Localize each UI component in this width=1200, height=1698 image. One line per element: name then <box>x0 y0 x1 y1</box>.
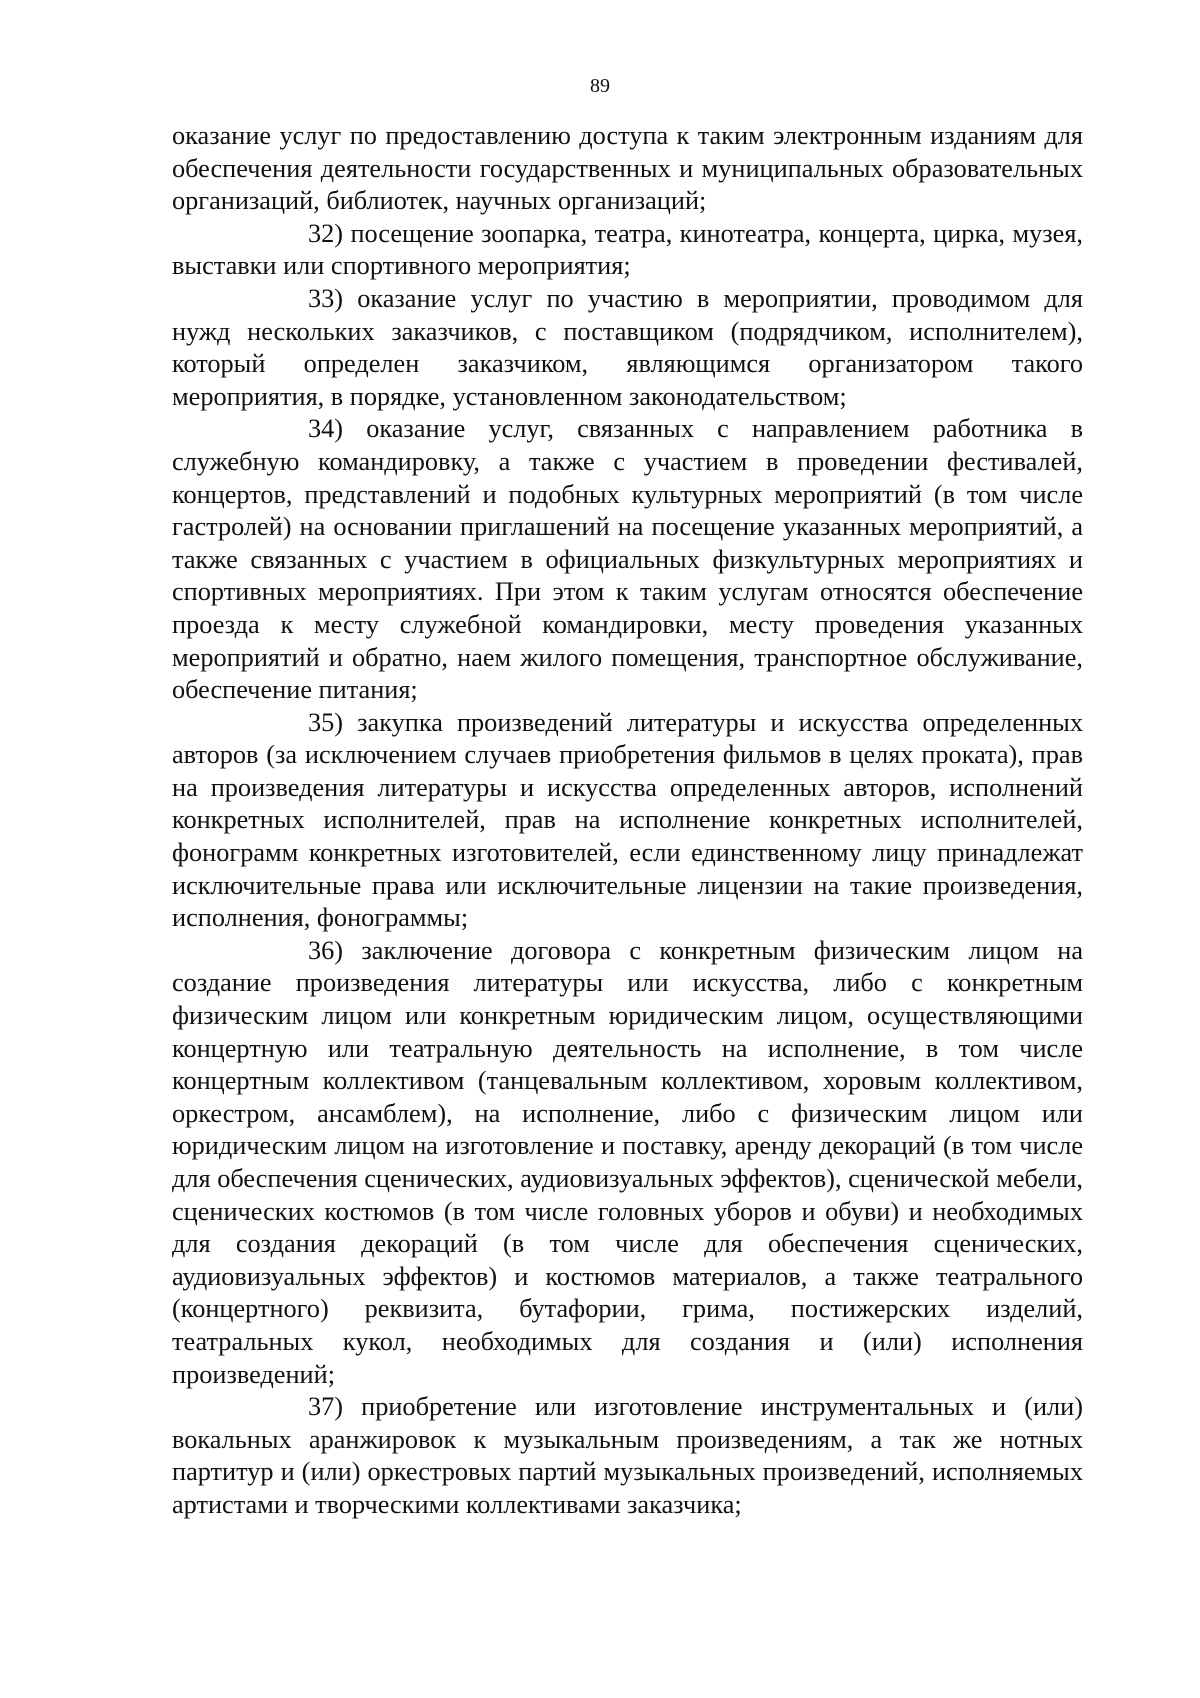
item-number: 35) <box>308 707 344 737</box>
paragraph-continuation <box>172 120 1083 218</box>
item-number: 32) <box>308 218 344 248</box>
item-number: 34) <box>308 414 344 444</box>
paragraph-text: заключение договора с конкретным физическим лицом на создание произведения литературы или искусства, либо с конкретным физическим лицом или конкретным юридическим лицом, осуществляющими концертную или театральную деятельность на исполнение, в том числе концертным коллективом (танцевальным коллективом, хоровым коллективом, оркестром, ансамблем), на исполнение, либо с физическим лицом или юридическим лицом на изготовление и поставку, аренду декораций (в том числе для обеспечения сценических, аудиовизуальных эффектов), сценической мебели, сценических костюмов (в том числе головных уборов и обуви) и необходимых для создания декораций (в том числе для обеспечения сценических, аудиовизуальных эффектов) и костюмов материалов, а также театрального (концертного) реквизита, бутафории, грима, постижерских изделий, театральных кукол, необходимых для создания и (или) исполнения произведений; <box>172 935 1084 1389</box>
list-item-34 <box>172 413 1083 706</box>
page-number: 89 <box>590 75 610 97</box>
paragraph-text: оказание услуг по предоставлению доступа к таким электронным изданиям для обеспечения деятельности государственных и муниципальных образовательных организаций, библиотек, научных организаций; <box>172 121 1083 216</box>
item-number: 37) <box>308 1392 344 1422</box>
item-number: 33) <box>308 283 344 313</box>
paragraph-text: посещение зоопарка, театра, кинотеатра, концерта, цирка, музея, выставки или спортивного мероприятия; <box>172 218 1083 281</box>
paragraph-text: приобретение или изготовление инструментальных и (или) вокальных аранжировок к музыкальным произведениям, а так же нотных партитур и (или) оркестровых партий музыкальных произведений, исполняемых артистами и творческими коллективами заказчика; <box>172 1392 1083 1519</box>
list-item-33 <box>172 283 1083 413</box>
list-item-32 <box>172 218 1083 283</box>
paragraph-text: закупка произведений литературы и искусства определенных авторов (за исключением случаев приобретения фильмов в целях проката), прав на произведения литературы и искусства определенных авторов, исполнений конкретных исполнителей, прав на исполнение конкретных исполнителей, фонограмм конкретных изготовителей, если единственному лицу принадлежат исключительные права или исключительные лицензии на такие произведения, исполнения, фонограммы; <box>172 707 1083 933</box>
list-item-37 <box>172 1391 1083 1521</box>
item-number: 36) <box>308 935 344 965</box>
paragraph-text: оказание услуг, связанных с направлением работника в служебную командировку, а также с участием в проведении фестивалей, концертов, представлений и подобных культурных мероприятий (в том числе гастролей) на основании приглашений на посещение указанных мероприятий, а также связанных с участием в официальных физкультурных мероприятиях и спортивных мероприятиях. При этом к таким услугам относятся обеспечение проезда к месту служебной командировки, месту проведения указанных мероприятий и обратно, наем жилого помещения, транспортное обслуживание, обеспечение питания; <box>172 414 1084 705</box>
list-item-36 <box>172 935 1083 1391</box>
list-item-35 <box>172 707 1083 935</box>
document-body <box>172 120 1083 1522</box>
paragraph-text: оказание услуг по участию в мероприятии, проводимом для нужд нескольких заказчиков, с поставщиком (подрядчиком, исполнителем), который определен заказчиком, являющимся организатором такого мероприятия, в порядке, установленном законодательством; <box>172 283 1083 411</box>
